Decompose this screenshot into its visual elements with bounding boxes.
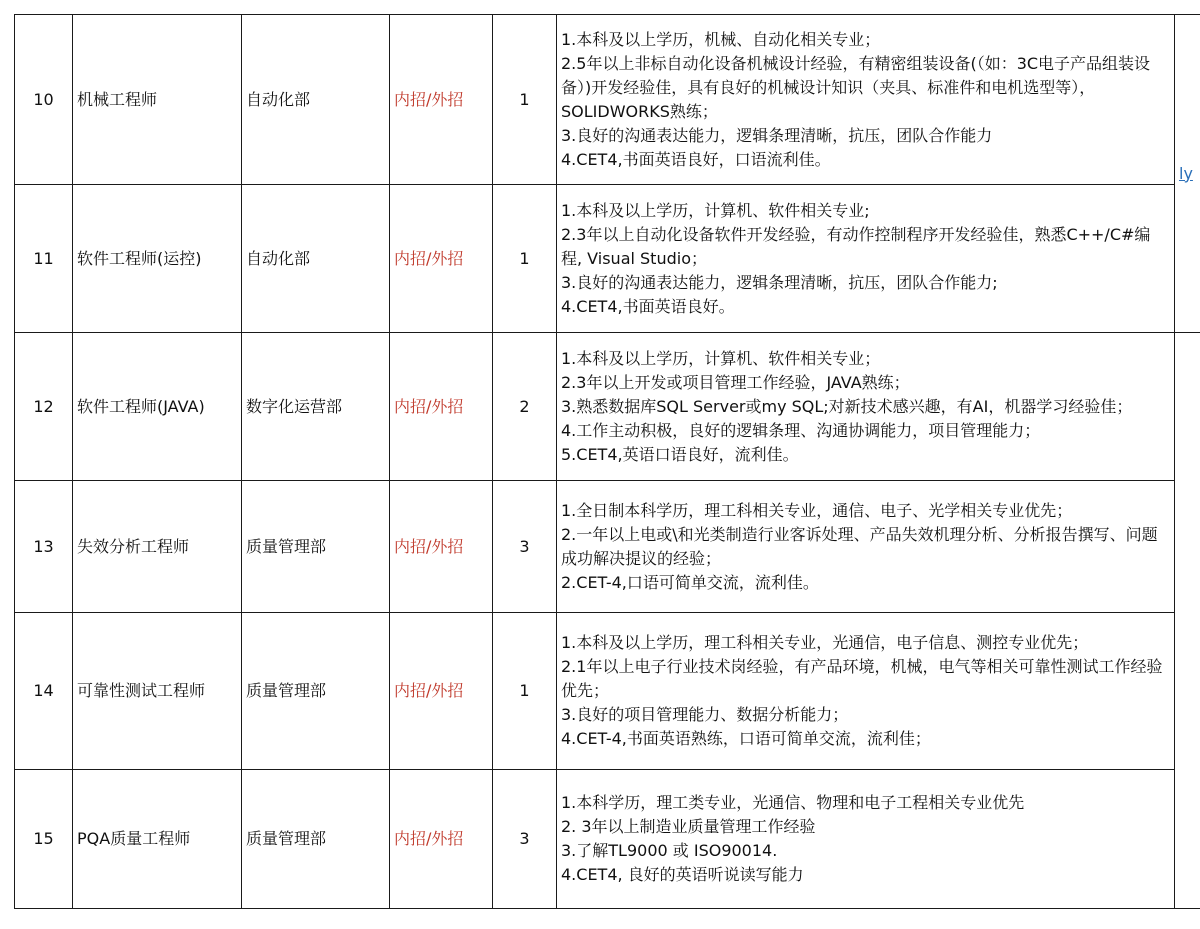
requirement-line: 2.3年以上开发或项目管理工作经验，JAVA熟练； [561, 372, 910, 392]
requirements-cell [557, 770, 1175, 909]
job-title: 软件工程师(JAVA) [73, 333, 242, 481]
recruit-type: 内招/外招 [390, 613, 493, 770]
requirement-line: 2.5年以上非标自动化设备机械设计经验，有精密组装设备(（如：3C电子产品组装设备）)开发经验佳，具有良好的机械设计知识（夹具、标准件和电机选型等），SOLIDWORKS熟练； [561, 53, 1151, 121]
requirements-cell [557, 15, 1175, 185]
requirements-cell [557, 185, 1175, 333]
headcount: 1 [493, 15, 557, 185]
row-number: 10 [15, 15, 73, 185]
row-number: 15 [15, 770, 73, 909]
requirement-line: 1.本科学历，理工类专业，光通信、物理和电子工程相关专业优先 [561, 793, 1025, 812]
recruit-type: 内招/外招 [390, 15, 493, 185]
requirement-line: 3.良好的项目管理能力、数据分析能力； [561, 705, 849, 724]
job-title: PQA质量工程师 [73, 770, 242, 909]
recruit-type: 内招/外招 [390, 333, 493, 481]
recruit-type: 内招/外招 [390, 185, 493, 333]
requirement-line: 3.了解TL9000 或 ISO90014. [561, 841, 778, 860]
department: 数字化运营部 [242, 333, 390, 481]
table-row [15, 185, 1200, 333]
table-row [15, 613, 1200, 770]
headcount: 3 [493, 481, 557, 613]
department: 自动化部 [242, 185, 390, 333]
requirement-line: 4.工作主动积极，良好的逻辑条理、沟通协调能力，项目管理能力； [561, 420, 1041, 440]
job-title: 机械工程师 [73, 15, 242, 185]
recruit-type: 内招/外招 [390, 770, 493, 909]
job-title: 可靠性测试工程师 [73, 613, 242, 770]
row-number: 12 [15, 333, 73, 481]
requirement-line: 2.一年以上电或\和光类制造行业客诉处理、产品失效机理分析、分析报告撰写、问题成功解决提议的经验； [561, 524, 1158, 568]
requirement-line: 2.CET-4,口语可简单交流，流利佳。 [561, 572, 819, 592]
requirement-line: 3.良好的沟通表达能力，逻辑条理清晰，抗压，团队合作能力; [561, 272, 998, 292]
headcount: 3 [493, 770, 557, 909]
row-number: 11 [15, 185, 73, 333]
job-listing-sheet [14, 14, 1200, 909]
department: 质量管理部 [242, 770, 390, 909]
headcount: 1 [493, 613, 557, 770]
requirement-line: 3.良好的沟通表达能力，逻辑条理清晰，抗压，团队合作能力 [561, 125, 993, 145]
requirements-cell [557, 333, 1175, 481]
requirement-line: 1.本科及以上学历，计算机、软件相关专业； [561, 348, 881, 368]
requirement-line: 2.3年以上自动化设备软件开发经验，有动作控制程序开发经验佳，熟悉C++/C#编程, Visual Studio； [561, 224, 1151, 268]
headcount: 2 [493, 333, 557, 481]
contact-link[interactable]: ly [1175, 15, 1200, 333]
headcount: 1 [493, 185, 557, 333]
requirement-line: 4.CET4,书面英语良好，口语流利佳。 [561, 149, 831, 169]
requirement-line: 4.CET4, 良好的英语听说读写能力 [561, 865, 804, 884]
table-row [15, 770, 1200, 909]
requirement-line: 2.1年以上电子行业技术岗经验，有产品环境，机械，电气等相关可靠性测试工作经验优先； [561, 657, 1163, 700]
contact-cell [1175, 333, 1200, 909]
requirements-cell [557, 613, 1175, 770]
requirement-line: 1.本科及以上学历，计算机、软件相关专业; [561, 200, 870, 220]
job-listing-table [14, 14, 1200, 909]
requirement-line: 2. 3年以上制造业质量管理工作经验 [561, 817, 816, 836]
requirement-line: 1.本科及以上学历，机械、自动化相关专业； [561, 29, 881, 49]
requirement-line: 1.全日制本科学历，理工科相关专业，通信、电子、光学相关专业优先； [561, 500, 1073, 520]
requirement-line: 5.CET4,英语口语良好，流利佳。 [561, 444, 799, 464]
recruit-type: 内招/外招 [390, 481, 493, 613]
table-row [15, 333, 1200, 481]
row-number: 13 [15, 481, 73, 613]
department: 质量管理部 [242, 613, 390, 770]
row-number: 14 [15, 613, 73, 770]
department: 自动化部 [242, 15, 390, 185]
requirement-line: 3.熟悉数据库SQL Server或my SQL;对新技术感兴趣，有AI，机器学习经验佳； [561, 396, 1133, 416]
job-title: 失效分析工程师 [73, 481, 242, 613]
job-title: 软件工程师(运控) [73, 185, 242, 333]
requirement-line: 4.CET4,书面英语良好。 [561, 296, 735, 316]
department: 质量管理部 [242, 481, 390, 613]
table-row [15, 15, 1200, 185]
requirement-line: 1.本科及以上学历，理工科相关专业，光通信，电子信息、测控专业优先； [561, 633, 1089, 652]
requirements-cell [557, 481, 1175, 613]
requirement-line: 4.CET-4,书面英语熟练，口语可简单交流，流利佳； [561, 729, 931, 748]
table-row [15, 481, 1200, 613]
